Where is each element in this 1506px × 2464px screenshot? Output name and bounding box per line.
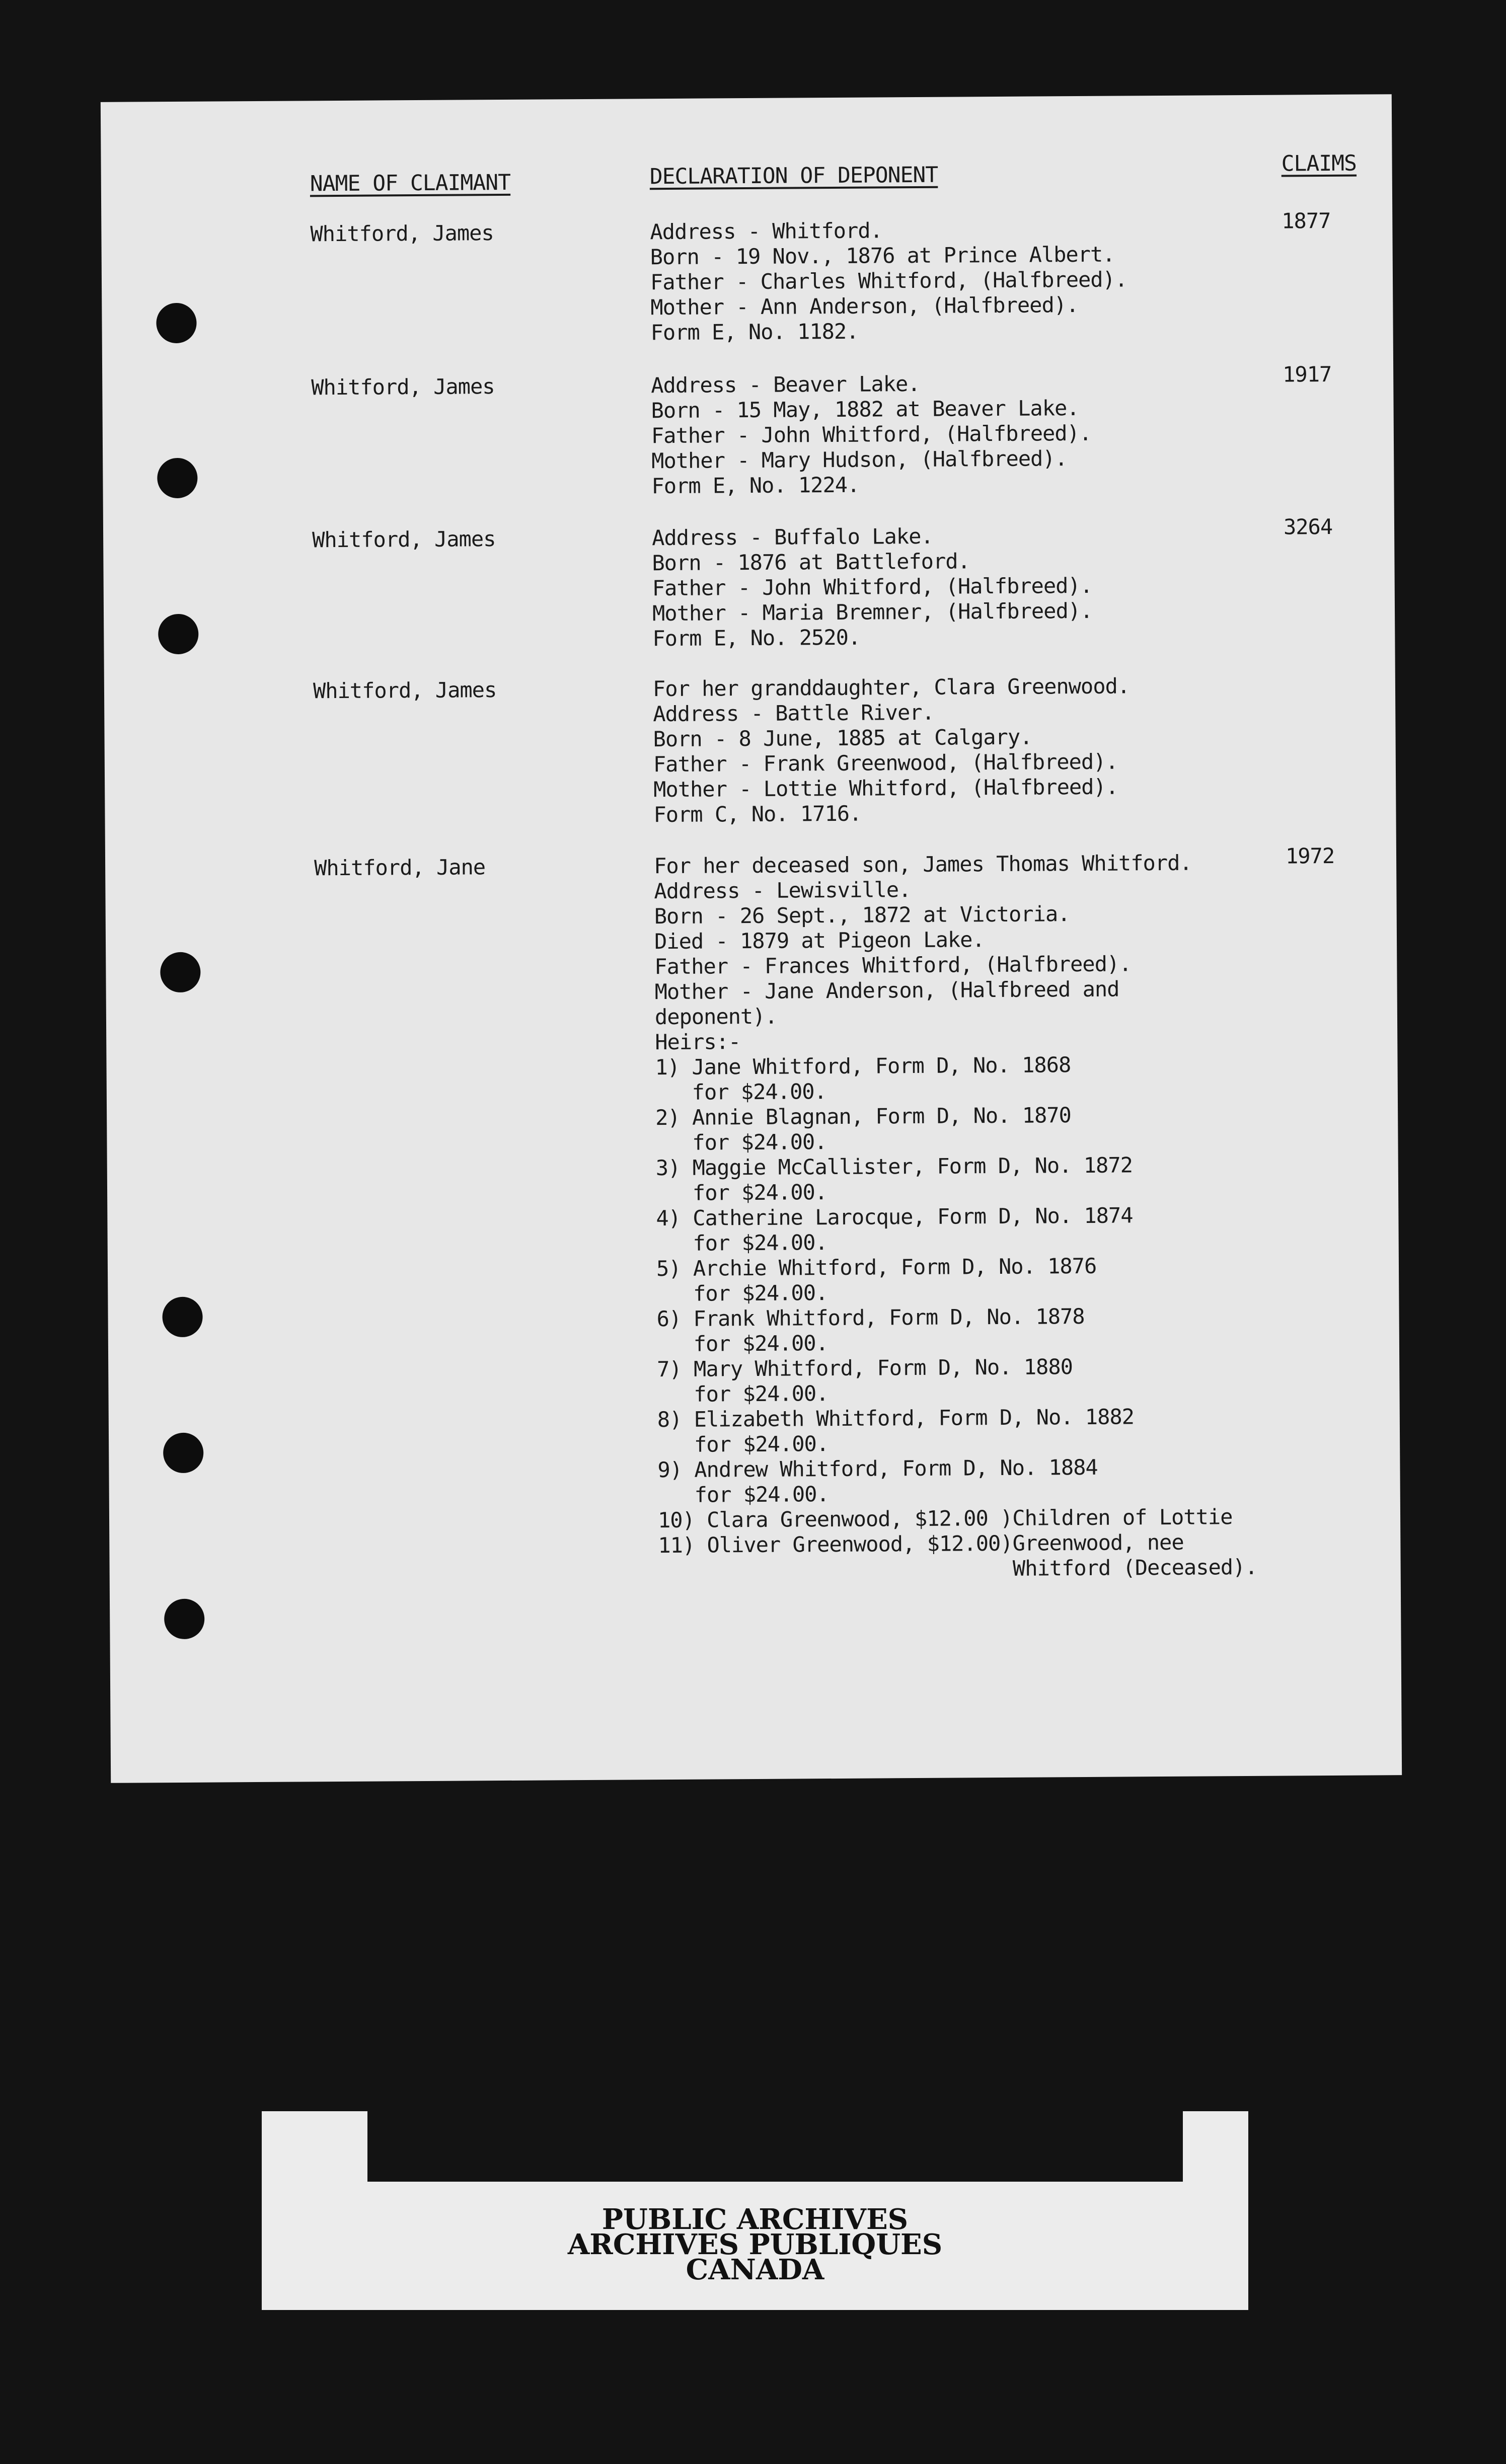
declaration-line: Address - Whitford. — [650, 218, 882, 245]
declaration-line: Born - 1876 at Battleford. — [652, 549, 970, 576]
declaration-line: Mother - Ann Anderson, (Halfbreed). — [650, 292, 1079, 320]
document-page — [101, 94, 1402, 1783]
declaration-line: Whitford (Deceased). — [658, 1554, 1257, 1583]
claimant-name: Whitford, James — [311, 374, 495, 400]
declaration-line: deponent). — [654, 1004, 777, 1030]
declaration-lines — [654, 850, 1257, 1583]
header-name-of-claimant: NAME OF CLAIMANT — [310, 170, 511, 197]
claim-number: 3264 — [1283, 514, 1333, 540]
declaration-line: Father - Frank Greenwood, (Halfbreed). — [653, 749, 1118, 777]
punch-hole — [157, 458, 197, 498]
claim-entry — [101, 208, 1392, 345]
archive-label — [262, 2111, 1248, 2310]
declaration-lines — [653, 673, 1131, 827]
declaration-line: for $24.00. — [655, 1129, 827, 1156]
declaration-line: for $24.00. — [655, 1180, 827, 1206]
declaration-line: for $24.00. — [656, 1230, 827, 1256]
declaration-line: Mother - Maria Bremner, (Halfbreed). — [652, 598, 1093, 626]
declaration-line: Mother - Jane Anderson, (Halfbreed and — [654, 976, 1119, 1005]
declaration-line: Father - John Whitford, (Halfbreed). — [652, 573, 1093, 601]
declaration-line: Address - Lewisville. — [654, 877, 911, 904]
declaration-line: Mother - Mary Hudson, (Halfbreed). — [651, 446, 1068, 474]
claim-number: 1877 — [1282, 208, 1331, 234]
archive-label-line: PUBLIC ARCHIVES — [601, 2203, 909, 2236]
declaration-line: Address - Beaver Lake. — [651, 371, 920, 398]
declaration-line: for $24.00. — [656, 1280, 828, 1306]
declaration-lines — [651, 370, 1092, 499]
archive-label-line: CANADA — [686, 2253, 824, 2286]
punch-hole — [162, 1297, 202, 1337]
declaration-line: for $24.00. — [657, 1431, 829, 1457]
claimant-name: Whitford, James — [313, 677, 497, 704]
claim-number: 1972 — [1285, 843, 1335, 869]
claimant-name: Whitford, James — [312, 526, 496, 553]
declaration-lines — [650, 216, 1127, 345]
declaration-line: Father - Charles Whitford, (Halfbreed). — [650, 267, 1127, 295]
declaration-line: Died - 1879 at Pigeon Lake. — [654, 927, 985, 954]
punch-hole — [163, 1433, 203, 1473]
declaration-line: 1) Jane Whitford, Form D, No. 1868 — [655, 1052, 1071, 1080]
punch-hole — [156, 303, 196, 343]
punch-hole — [164, 1599, 204, 1639]
declaration-line: 8) Elizabeth Whitford, Form D, No. 1882 — [657, 1404, 1135, 1432]
header-declaration-of-deponent: DECLARATION OF DEPONENT — [649, 162, 938, 190]
declaration-line: For her deceased son, James Thomas Whitford. — [653, 850, 1192, 879]
declaration-line: Form C, No. 1716. — [653, 801, 862, 827]
claim-entry — [104, 672, 1395, 827]
claim-entry — [103, 514, 1394, 651]
declaration-line: Born - 15 May, 1882 at Beaver Lake. — [651, 396, 1079, 423]
declaration-line: 5) Archie Whitford, Form D, No. 1876 — [656, 1253, 1097, 1281]
declaration-line: Father - Frances Whitford, (Halfbreed). — [654, 951, 1132, 979]
declaration-line: Father - John Whitford, (Halfbreed). — [651, 420, 1092, 448]
declaration-line: for $24.00. — [656, 1331, 829, 1357]
declaration-line: Address - Battle River. — [653, 700, 935, 727]
punch-hole — [158, 614, 198, 654]
punch-hole — [160, 952, 200, 992]
declaration-line: Form E, No. 2520. — [652, 625, 861, 651]
archive-label-line: ARCHIVES PUBLIQUES — [567, 2228, 943, 2261]
declaration-line: 9) Andrew Whitford, Form D, No. 1884 — [657, 1454, 1098, 1483]
declaration-line: 11) Oliver Greenwood, $12.00)Greenwood, nee — [658, 1529, 1184, 1558]
declaration-lines — [652, 523, 1093, 651]
claim-entry — [102, 361, 1393, 499]
declaration-line: for $24.00. — [655, 1079, 827, 1105]
claim-entry — [105, 843, 1396, 1583]
declaration-line: 4) Catherine Larocque, Form D, No. 1874 — [656, 1203, 1133, 1231]
declaration-line: Mother - Lottie Whitford, (Halfbreed). — [653, 774, 1118, 802]
declaration-line: Born - 8 June, 1885 at Calgary. — [653, 724, 1032, 752]
declaration-line: Address - Buffalo Lake. — [651, 523, 933, 551]
claimant-name: Whitford, Jane — [314, 855, 486, 881]
declaration-line: Form E, No. 1224. — [651, 472, 860, 499]
declaration-line: Heirs:- — [655, 1029, 741, 1055]
declaration-line: 6) Frank Whitford, Form D, No. 1878 — [656, 1303, 1085, 1332]
declaration-line: 10) Clara Greenwood, $12.00 )Children of Lottie — [657, 1504, 1233, 1533]
declaration-line: for $24.00. — [657, 1381, 829, 1407]
label-notch — [367, 2111, 1183, 2182]
declaration-line: 2) Annie Blagnan, Form D, No. 1870 — [655, 1103, 1072, 1130]
declaration-line: 7) Mary Whitford, Form D, No. 1880 — [657, 1354, 1073, 1382]
declaration-line: 3) Maggie McCallister, Form D, No. 1872 — [655, 1152, 1133, 1181]
declaration-line: Born - 26 Sept., 1872 at Victoria. — [654, 901, 1070, 929]
claim-number: 1917 — [1283, 361, 1332, 387]
header-claims: CLAIMS — [1281, 150, 1357, 177]
declaration-line: Form E, No. 1182. — [650, 319, 859, 345]
claimant-name: Whitford, James — [310, 220, 494, 247]
declaration-line: Born - 19 Nov., 1876 at Prince Albert. — [650, 242, 1115, 270]
declaration-line: For her granddaughter, Clara Greenwood. — [652, 673, 1130, 702]
declaration-line: for $24.00. — [657, 1482, 829, 1508]
